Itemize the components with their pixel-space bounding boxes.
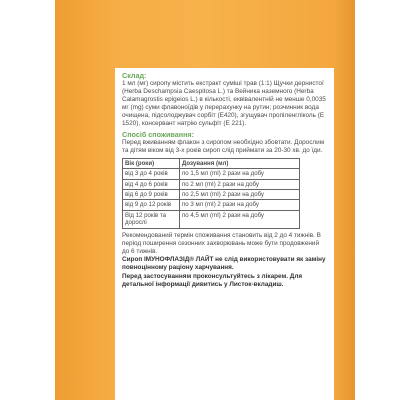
dose-cell: по 2 мл (mI) 2 рази на добу xyxy=(180,179,300,189)
package-edge xyxy=(336,0,355,400)
dose-cell: по 4,5 мл (mI) 2 рази на добу xyxy=(180,210,300,228)
table-row xyxy=(123,189,300,199)
age-cell: від 4 до 6 років xyxy=(123,179,180,189)
composition-heading: Склад: xyxy=(122,71,147,80)
warning-diet: Сироп ІМУНОФЛАЗІД® ЛАЙТ не слід використовувати як заміну повноцінному раціону харчування. xyxy=(122,255,326,271)
label-content xyxy=(122,71,327,289)
table-row xyxy=(123,179,300,189)
dose-cell: по 1,5 мл (mI) 2 рази на добу xyxy=(180,169,300,179)
dose-cell: по 2,5 мл (mI) 2 рази на добу xyxy=(180,189,300,199)
table-row xyxy=(123,210,300,228)
age-column-header: Вік (роки) xyxy=(123,158,180,168)
usage-text: Перед вживанням флакон з сиропом необхідно збовтати. Дорослим та дітям віком від 3-х років сироп слід приймати за 20-30 хв. до їди. xyxy=(122,138,325,154)
age-cell: Від 12 років та дорослі xyxy=(123,210,180,228)
table-row xyxy=(123,200,300,210)
dosage-table xyxy=(122,158,300,229)
age-cell: від 3 до 4 років xyxy=(123,169,180,179)
usage-heading: Спосіб споживання: xyxy=(122,129,194,139)
composition-text: 1 мл (мг) сиропу містить екстракт суміші трав (1:1) Щучки дернистої (Herba Deschampsia Caespitosa L.) та Вейника наземного (Herba Calamagrostis epigeios L.) в кількості, еквівалентній не менше 0,0035 мг (mg) суми флавоноїдів у перерахунку на рутин; розчинник вода очищена, підсолоджувач сорбіт (E420), згущувач пропіленгліколь (E 1520), консервант натрію сульфіт (E 221). xyxy=(122,80,326,128)
dose-cell: по 3 мл (mI) 2 рази на добу xyxy=(180,200,300,210)
table-row xyxy=(123,169,300,179)
warning-consult: Перед застосуванням проконсультуйтесь з лікарем. Для детальної інформації дивитись у Листок-вкладиш. xyxy=(122,273,303,289)
age-cell: від 9 до 12 років xyxy=(123,200,180,210)
age-cell: від 6 до 9 років xyxy=(123,189,180,199)
dose-column-header: Дозування (мл) xyxy=(180,158,300,168)
recommendation-text: Рекомендований термін споживання становить від 2 до 4 тижнів. В період поширення сезонних захворювань може бути продовжений до 6 тижнів. xyxy=(122,231,321,255)
dosage-table-header xyxy=(123,158,300,168)
